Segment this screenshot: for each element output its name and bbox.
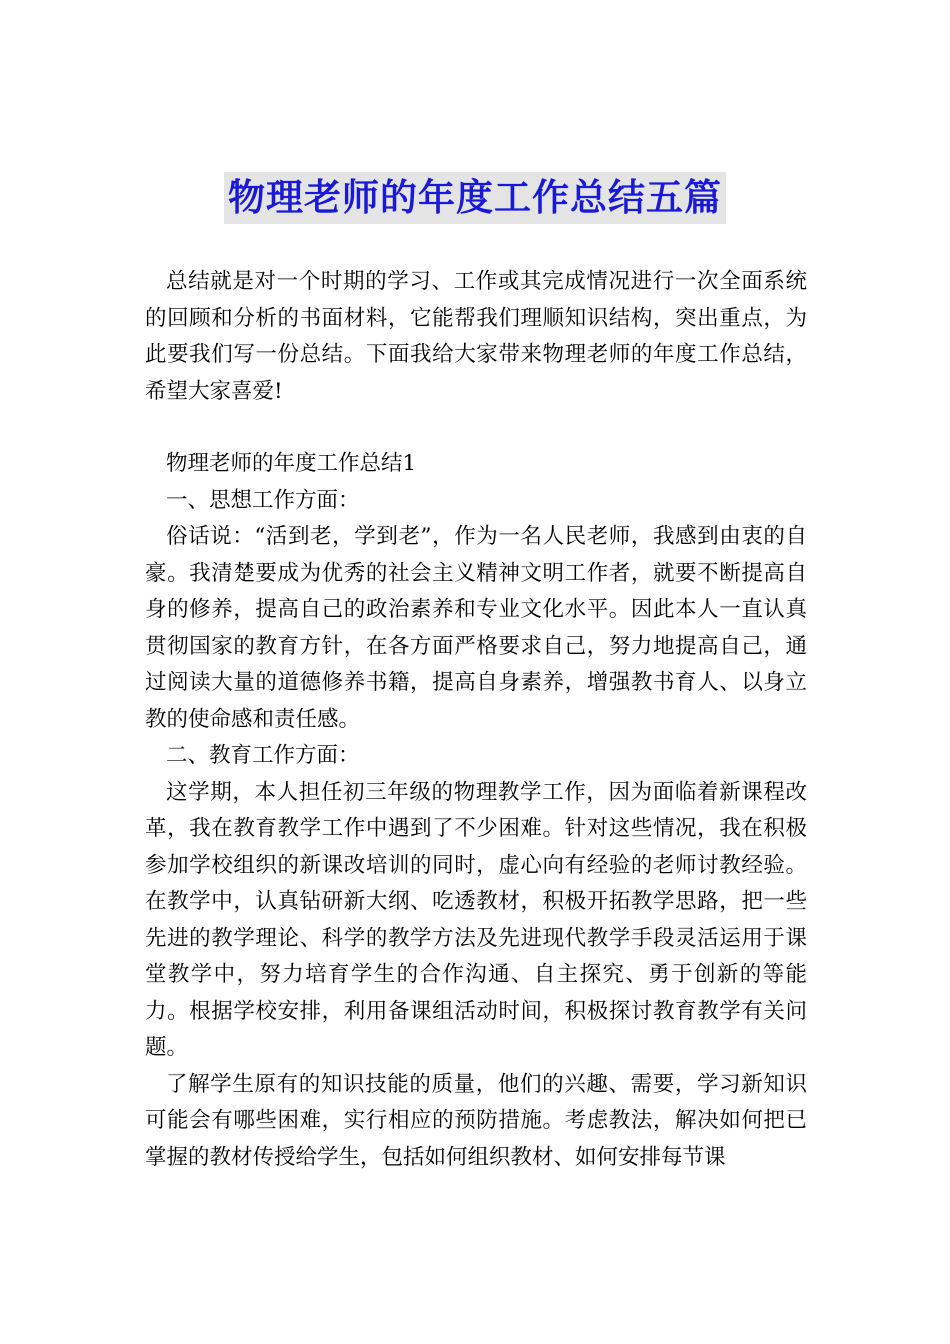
document-title: 物理老师的年度工作总结五篇	[224, 172, 726, 224]
part2-heading: 二、教育工作方面：	[166, 743, 360, 768]
part2-paragraph: 这学期，本人担任初三年级的物理教学工作，因为面临着新课程改革，我在教育教学工作中遇到了不少困难。针对这些情况，我在积极参加学校组织的新课改培训的同时，虚心向有经验的老师讨教经验。在教学中，认真钻研新大纲、吃透教材，积极开拓教学思路，把一些先进的教学理论、科学的教学方法及先进现代教学手段灵活运用于课堂教学中，努力培育学生的合作沟通、自主探究、勇于创新的等能力。根据学校安排，利用备课组活动时间，积极探讨教育教学有关问题。	[145, 779, 807, 1060]
section-heading: 物理老师的年度工作总结1	[166, 451, 417, 476]
document-body	[145, 264, 807, 1176]
intro-paragraph: 总结就是对一个时期的学习、工作或其完成情况进行一次全面系统的回顾和分析的书面材料，它能帮我们理顺知识结构，突出重点，为此要我们写一份总结。下面我给大家带来物理老师的年度工作总结，希望大家喜爱!	[145, 269, 807, 404]
part2-paragraph-2: 了解学生原有的知识技能的质量，他们的兴趣、需要，学习新知识可能会有哪些困难，实行相应的预防措施。考虑教法，解决如何把已掌握的教材传授给学生，包括如何组织教材、如何安排每节课	[145, 1071, 807, 1170]
part1-paragraph: 俗话说：“活到老，学到老”，作为一名人民老师，我感到由衷的自豪。我清楚要成为优秀的社会主义精神文明工作者，就要不断提高自身的修养，提高自己的政治素养和专业文化水平。因此本人一直认真贯彻国家的教育方针，在各方面严格要求自己，努力地提高自己，通过阅读大量的道德修养书籍，提高自身素养，增强教书育人、以身立教的使命感和责任感。	[145, 524, 807, 732]
part1-heading: 一、思想工作方面：	[166, 487, 360, 513]
title-container	[0, 172, 950, 224]
